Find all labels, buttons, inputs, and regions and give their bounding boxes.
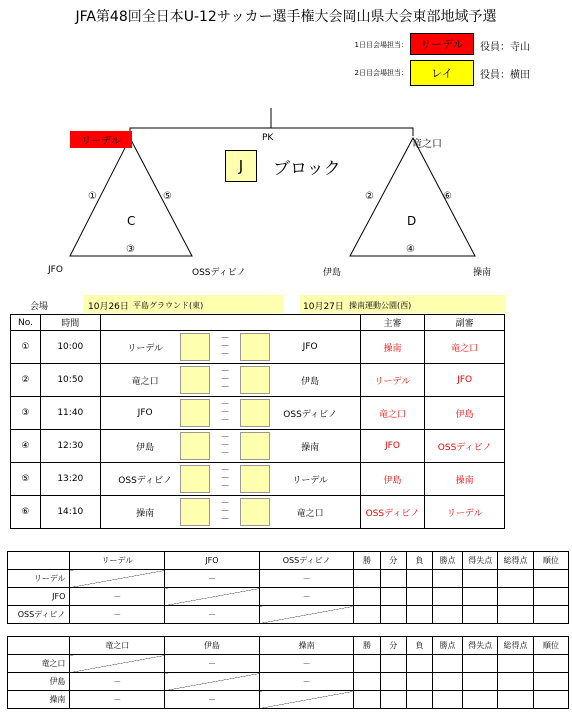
main-referee: OSSディビノ — [360, 496, 425, 529]
stat-cell — [406, 673, 432, 691]
home-team: 伊島 — [136, 442, 155, 453]
score-dash: － — [220, 334, 230, 344]
team-col-header: OSSディビノ — [259, 552, 354, 570]
main-referee: 伊島 — [360, 463, 425, 496]
stat-cell — [432, 691, 462, 709]
stat-cell — [354, 691, 380, 709]
schedule-row — [11, 331, 505, 364]
main-referee: 竜之口 — [360, 397, 425, 430]
stat-cell — [432, 606, 462, 624]
result-cell: － — [70, 673, 165, 691]
stat-cell — [463, 570, 498, 588]
main-referee: 操南 — [360, 331, 425, 364]
day1-place: 平島グラウンド(東) — [133, 301, 204, 310]
match-cell — [100, 397, 360, 430]
home-score-box — [180, 498, 210, 526]
day2-place: 操南運動公園(西) — [349, 301, 412, 310]
stat-cell — [498, 570, 533, 588]
match-num-2: ② — [365, 191, 374, 202]
away-score-box — [240, 366, 270, 394]
stat-cell — [463, 655, 498, 673]
match-time: 13:20 — [40, 463, 100, 496]
day2-duty-label: 2日目会場担当： — [354, 69, 408, 77]
score-dash: － — [220, 515, 230, 525]
stat-col-header: 勝 — [354, 552, 380, 570]
team-col-header: JFO — [165, 552, 260, 570]
away-team: OSSディビノ — [283, 409, 337, 420]
corner-cell — [8, 637, 70, 655]
stat-cell — [533, 673, 568, 691]
result-cell: － — [259, 655, 354, 673]
col-no-header: No. — [11, 315, 41, 331]
result-cell: － — [165, 606, 260, 624]
sub-referee: リーデル — [425, 496, 505, 529]
result-cell: － — [259, 588, 354, 606]
stat-cell — [406, 606, 432, 624]
stat-cell — [406, 588, 432, 606]
team-row-label: JFO — [8, 588, 70, 606]
stat-cell — [533, 588, 568, 606]
day1-officer: 役員：寺山 — [480, 42, 530, 53]
stat-cell — [498, 673, 533, 691]
result-cell: － — [70, 606, 165, 624]
match-time: 11:40 — [40, 397, 100, 430]
stat-cell — [354, 588, 380, 606]
away-score-box — [240, 465, 270, 493]
home-score-box — [180, 432, 210, 460]
team-row-label: 操南 — [8, 691, 70, 709]
block-letter-box: J — [225, 150, 257, 182]
day1-duty-team: リーデル — [410, 33, 474, 55]
result-cell: － — [259, 673, 354, 691]
group-c-team-right: OSSディビノ — [192, 268, 246, 278]
stat-col-header: 総得点 — [498, 637, 533, 655]
score-separator — [210, 500, 240, 524]
day2-date: 10月27日 — [303, 302, 344, 312]
schedule-row — [11, 463, 505, 496]
score-dash: － — [220, 482, 230, 492]
diagonal-cell — [165, 588, 260, 606]
main-referee: JFO — [360, 430, 425, 463]
group-d-team-right: 操南 — [473, 268, 492, 278]
stat-col-header: 負 — [406, 552, 432, 570]
stat-cell — [498, 655, 533, 673]
match-cell — [100, 496, 360, 529]
diagonal-cell — [70, 655, 165, 673]
stat-col-header: 勝点 — [432, 552, 462, 570]
standings-row — [8, 673, 569, 691]
match-no: ⑤ — [11, 463, 41, 496]
result-cell: － — [259, 570, 354, 588]
home-score-box — [180, 399, 210, 427]
score-dash: － — [220, 375, 230, 385]
score-separator — [210, 467, 240, 491]
tournament-bracket — [0, 100, 572, 290]
diagonal-cell — [259, 606, 354, 624]
schedule-row — [11, 364, 505, 397]
page-title: JFA第48回全日本U-12サッカー選手権大会岡山県大会東部地域予選 — [75, 9, 497, 25]
match-no: ② — [11, 364, 41, 397]
day2-duty-team: レイ — [410, 60, 474, 86]
stat-col-header: 負 — [406, 637, 432, 655]
stat-cell — [463, 673, 498, 691]
score-dash: － — [220, 474, 230, 484]
home-team: 竜之口 — [131, 376, 159, 387]
sub-referee: 竜之口 — [425, 331, 505, 364]
result-cell: － — [165, 655, 260, 673]
team-col-header: 操南 — [259, 637, 354, 655]
match-time: 12:30 — [40, 430, 100, 463]
stat-col-header: 勝 — [354, 637, 380, 655]
result-cell: － — [70, 691, 165, 709]
sub-referee: JFO — [425, 364, 505, 397]
team-row-label: 竜之口 — [8, 655, 70, 673]
stat-cell — [354, 570, 380, 588]
home-team: 操南 — [136, 508, 155, 519]
away-team: 伊島 — [301, 376, 320, 387]
stat-cell — [380, 655, 406, 673]
stat-col-header: 分 — [380, 637, 406, 655]
result-cell: － — [165, 691, 260, 709]
score-dash: － — [220, 350, 230, 360]
match-no: ① — [11, 331, 41, 364]
away-score-box — [240, 333, 270, 361]
col-main-ref-header: 主審 — [360, 315, 425, 331]
schedule-row — [11, 430, 505, 463]
away-team: リーデル — [292, 475, 328, 486]
stat-cell — [463, 606, 498, 624]
col-time-header: 時間 — [40, 315, 100, 331]
venue-label: 会場 — [30, 302, 49, 312]
home-team: OSSディビノ — [118, 475, 172, 486]
team-row-label: OSSディビノ — [8, 606, 70, 624]
stat-cell — [463, 691, 498, 709]
stat-col-header: 順位 — [533, 637, 568, 655]
diagonal-cell — [165, 673, 260, 691]
team-col-header: リーデル — [70, 552, 165, 570]
standings-row — [8, 588, 569, 606]
schedule-row — [11, 397, 505, 430]
score-dash: － — [220, 408, 230, 418]
standings-row — [8, 606, 569, 624]
standings-row — [8, 691, 569, 709]
sub-referee: 伊島 — [425, 397, 505, 430]
score-separator — [210, 434, 240, 458]
home-team: リーデル — [127, 343, 163, 354]
stat-cell — [354, 673, 380, 691]
score-separator — [210, 401, 240, 425]
bracket-left-team: リーデル — [81, 136, 121, 147]
score-dash: － — [220, 441, 230, 451]
main-referee: リーデル — [360, 364, 425, 397]
match-num-1: ① — [88, 191, 97, 202]
away-score-box — [240, 498, 270, 526]
score-separator — [210, 368, 240, 392]
result-cell: － — [70, 588, 165, 606]
match-num-4: ④ — [406, 244, 415, 255]
col-sub-ref-header: 副審 — [425, 315, 505, 331]
match-cell — [100, 364, 360, 397]
stat-cell — [432, 655, 462, 673]
day1-duty-label: 1日目会場担当： — [354, 41, 408, 49]
standings-row — [8, 570, 569, 588]
stat-cell — [380, 588, 406, 606]
match-time: 10:00 — [40, 331, 100, 364]
score-dash: － — [220, 449, 230, 459]
day2-officer: 役員：横田 — [480, 70, 530, 81]
standings-header-row — [8, 552, 569, 570]
match-num-5: ⑤ — [163, 191, 172, 202]
group-d-letter: D — [407, 214, 417, 228]
stat-cell — [498, 588, 533, 606]
home-score-box — [180, 333, 210, 361]
stat-cell — [533, 655, 568, 673]
match-cell — [100, 331, 360, 364]
stat-col-header: 得失点 — [463, 637, 498, 655]
stat-cell — [406, 691, 432, 709]
score-dash: － — [220, 507, 230, 517]
stat-cell — [406, 655, 432, 673]
stat-cell — [432, 588, 462, 606]
match-no: ④ — [11, 430, 41, 463]
stat-col-header: 総得点 — [498, 552, 533, 570]
group-d-team-left: 伊島 — [323, 268, 342, 278]
group-c-letter: C — [127, 214, 136, 228]
home-team: JFO — [137, 408, 153, 418]
corner-cell — [8, 552, 70, 570]
away-team: JFO — [302, 342, 318, 352]
stat-cell — [354, 606, 380, 624]
bracket-right-team: 竜之口 — [412, 139, 442, 150]
home-score-box — [180, 465, 210, 493]
match-num-6: ⑥ — [443, 191, 452, 202]
score-dash: － — [220, 367, 230, 377]
match-time: 14:10 — [40, 496, 100, 529]
team-row-label: リーデル — [8, 570, 70, 588]
schedule-header-row — [11, 315, 505, 331]
score-dash: － — [220, 466, 230, 476]
stat-cell — [533, 570, 568, 588]
away-score-box — [240, 432, 270, 460]
block-label: ブロック — [273, 159, 341, 179]
standings-header-row — [8, 637, 569, 655]
stat-cell — [380, 673, 406, 691]
stat-cell — [533, 606, 568, 624]
standings-table-c — [7, 551, 569, 624]
home-score-box — [180, 366, 210, 394]
score-dash: － — [220, 416, 230, 426]
pk-label: PK — [262, 133, 274, 143]
stat-col-header: 勝点 — [432, 637, 462, 655]
stat-cell — [432, 673, 462, 691]
stat-cell — [380, 691, 406, 709]
stat-cell — [354, 655, 380, 673]
stat-cell — [406, 570, 432, 588]
match-cell — [100, 430, 360, 463]
score-dash: － — [220, 400, 230, 410]
match-num-3: ③ — [126, 244, 135, 255]
match-time: 10:50 — [40, 364, 100, 397]
score-dash: － — [220, 499, 230, 509]
team-col-header: 伊島 — [165, 637, 260, 655]
day1-date: 10月26日 — [88, 302, 129, 312]
score-dash: － — [220, 433, 230, 443]
schedule-row — [11, 496, 505, 529]
standings-row — [8, 655, 569, 673]
score-dash: － — [220, 383, 230, 393]
stat-cell — [380, 570, 406, 588]
diagonal-cell — [70, 570, 165, 588]
stat-cell — [498, 691, 533, 709]
sub-referee: OSSディビノ — [425, 430, 505, 463]
col-match-header — [100, 315, 360, 331]
standings-table-d — [7, 636, 569, 709]
diagonal-cell — [259, 691, 354, 709]
away-team: 竜之口 — [296, 508, 324, 519]
group-c-team-left: JFO — [48, 265, 63, 275]
stat-col-header: 得失点 — [463, 552, 498, 570]
stat-cell — [432, 570, 462, 588]
stat-cell — [533, 691, 568, 709]
stat-cell — [498, 606, 533, 624]
match-schedule-table — [10, 314, 505, 529]
score-separator — [210, 335, 240, 359]
score-dash: － — [220, 342, 230, 352]
team-row-label: 伊島 — [8, 673, 70, 691]
team-col-header: 竜之口 — [70, 637, 165, 655]
away-score-box — [240, 399, 270, 427]
match-cell — [100, 463, 360, 496]
stat-cell — [463, 588, 498, 606]
match-no: ③ — [11, 397, 41, 430]
result-cell: － — [165, 570, 260, 588]
stat-col-header: 順位 — [533, 552, 568, 570]
stat-cell — [380, 606, 406, 624]
sub-referee: 操南 — [425, 463, 505, 496]
stat-col-header: 分 — [380, 552, 406, 570]
away-team: 操南 — [301, 442, 320, 453]
match-no: ⑥ — [11, 496, 41, 529]
